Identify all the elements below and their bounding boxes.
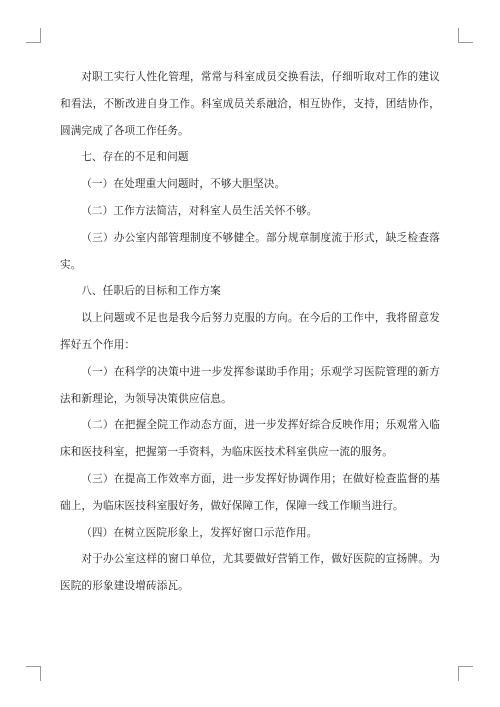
crop-mark-bottom-right	[458, 666, 473, 681]
paragraph: 对于办公室这样的窗口单位，尤其要做好营销工作，做好医院的宣扬牌。为医院的形象建设增砖添瓦。	[60, 553, 440, 593]
list-item: （一）在科学的决策中进一步发挥参谋助手作用；乐观学习医院管理的新方法和新理论，为领导决策供应信息。	[60, 365, 440, 405]
crop-mark-top-right	[458, 28, 473, 43]
paragraph: 以上问题或不足也是我今后努力克服的方向。在今后的工作中，我将留意发挥好五个作用：	[60, 312, 440, 351]
list-item: （一）在处理重大问题时，不够大胆坚决。	[81, 178, 286, 191]
crop-mark-top-left	[26, 28, 41, 43]
crop-mark-bottom-left	[26, 666, 41, 681]
section-heading: 七、存在的不足和问题	[81, 151, 189, 164]
list-item: （二）在把握全院工作动态方面，进一步发挥好综合反映作用；乐观常入临床和医技科室，把握第一手资料，为临床医技术科室供应一流的服务。	[60, 419, 440, 459]
list-item: （二）工作方法简洁，对科室人员生活关怀不够。	[81, 204, 318, 217]
paragraph: 对职工实行人性化管理，常常与科室成员交换看法，仔细听取对工作的建议和看法，不断改进自身工作。科室成员关系融洽，相互协作，支持，团结协作，圆满完成了各项工作任务。	[60, 71, 440, 137]
list-item: （三）办公室内部管理制度不够健全。部分规章制度流于形式，缺乏检查落实。	[60, 231, 440, 271]
section-heading: 八、任职后的目标和工作方案	[81, 285, 221, 298]
document-body	[60, 64, 440, 600]
list-item: （三）在提高工作效率方面，进一步发挥好协调作用；在做好检查监督的基础上，为临床医技科室服好务，做好保障工作，保障一线工作顺当进行。	[60, 472, 440, 512]
list-item: （四）在树立医院形象上，发挥好窗口示范作用。	[81, 526, 318, 539]
